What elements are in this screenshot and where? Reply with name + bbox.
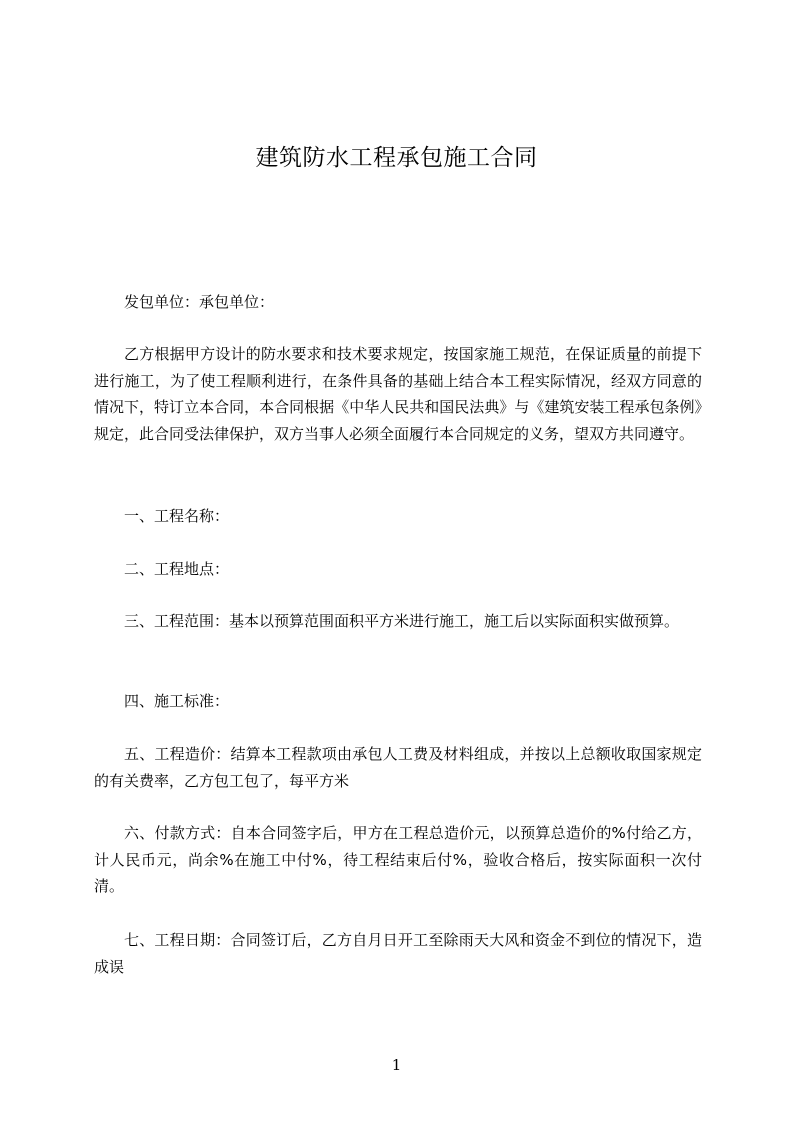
clause-project-name: 一、工程名称：: [124, 507, 230, 525]
clause-payment-method: 六、付款方式：自本合同签字后，甲方在工程总造价元，以预算总造价的%付给乙方，计人民币元，尚余%在施工中付%，待工程结束后付%，验收合格后，按实际面积一次付清。: [94, 824, 702, 895]
page-number: 1: [391, 1056, 402, 1074]
clause-project-scope: 三、工程范围：基本以预算范围面积平方米进行施工，施工后以实际面积实做预算。: [124, 612, 680, 630]
document-title: 建筑防水工程承包施工合同: [255, 145, 538, 171]
parties-line: 发包单位：承包单位：: [124, 293, 275, 311]
clause-project-location: 二、工程地点：: [124, 560, 230, 578]
clause-construction-standard: 四、施工标准：: [124, 692, 230, 710]
intro-paragraph: 乙方根据甲方设计的防水要求和技术要求规定，按国家施工规范，在保证质量的前提下进行施工，为了使工程顺利进行，在条件具备的基础上结合本工程实际情况，经双方同意的情况下，特订立本合同，本合同根据《中华人民共和国民法典》与《建筑安装工程承包条例》规定，此合同受法律保护，双方当事人必须全面履行本合同规定的义务，望双方共同遵守。: [94, 345, 702, 443]
clause-project-cost: 五、工程造价：结算本工程款项由承包人工费及材料组成，并按以上总额收取国家规定的有关费率，乙方包工包了，每平方米: [94, 745, 702, 790]
clause-project-schedule: 七、工程日期：合同签订后，乙方自月日开工至除雨天大风和资金不到位的情况下，造成误: [94, 931, 702, 976]
